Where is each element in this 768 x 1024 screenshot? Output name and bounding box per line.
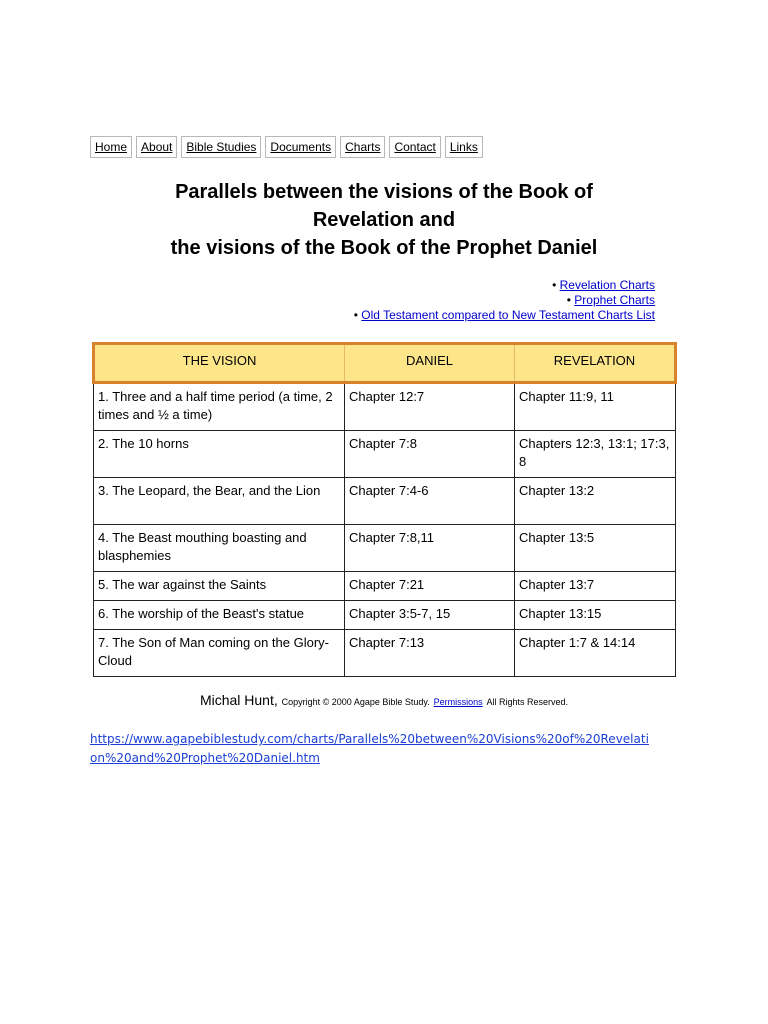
table-row bbox=[94, 478, 676, 525]
nav-link-charts[interactable]: Charts bbox=[345, 140, 381, 154]
nav-link-about[interactable]: About bbox=[141, 140, 173, 154]
vision-cell: 5. The war against the Saints bbox=[94, 572, 345, 601]
bullet: • bbox=[552, 278, 557, 292]
permissions-link[interactable]: Permissions bbox=[433, 697, 483, 707]
vision-cell: 3. The Leopard, the Bear, and the Lion bbox=[94, 478, 345, 525]
vision-cell: 1. Three and a half time period (a time, 2 times and ½ a time) bbox=[94, 383, 345, 431]
table-row bbox=[94, 525, 676, 572]
ot-nt-charts-link[interactable]: Old Testament compared to New Testament Charts List bbox=[361, 308, 655, 322]
daniel-cell: Chapter 7:13 bbox=[345, 630, 515, 677]
bullet: • bbox=[566, 293, 571, 307]
table-row bbox=[94, 383, 676, 431]
bullet: • bbox=[353, 308, 358, 322]
revelation-cell: Chapter 13:2 bbox=[515, 478, 676, 525]
daniel-cell: Chapter 12:7 bbox=[345, 383, 515, 431]
nav-item-documents[interactable] bbox=[265, 136, 336, 158]
table-row bbox=[94, 431, 676, 478]
daniel-cell: Chapter 7:8 bbox=[345, 431, 515, 478]
nav-item-home[interactable] bbox=[90, 136, 132, 158]
revelation-cell: Chapters 12:3, 13:1; 17:3, 8 bbox=[515, 431, 676, 478]
header-the-vision: THE VISION bbox=[94, 344, 345, 383]
vision-cell: 4. The Beast mouthing boasting and blasphemies bbox=[94, 525, 345, 572]
table-row bbox=[94, 572, 676, 601]
nav-link-documents[interactable]: Documents bbox=[270, 140, 332, 154]
nav-item-bible-studies[interactable] bbox=[181, 136, 261, 158]
revelation-charts-link[interactable]: Revelation Charts bbox=[559, 278, 655, 292]
revelation-cell: Chapter 13:7 bbox=[515, 572, 676, 601]
nav-link-contact[interactable]: Contact bbox=[394, 140, 436, 154]
author-name: Michal Hunt, bbox=[199, 692, 278, 708]
page-title-line-2: Revelation and bbox=[312, 209, 456, 231]
nav-link-links[interactable]: Links bbox=[449, 140, 478, 154]
revelation-cell: Chapter 1:7 & 14:14 bbox=[515, 630, 676, 677]
table-row bbox=[94, 601, 676, 630]
page-title-line-3: the visions of the Book of the Prophet Daniel bbox=[170, 237, 598, 259]
vision-cell: 7. The Son of Man coming on the Glory-Cloud bbox=[94, 630, 345, 677]
nav-item-contact[interactable] bbox=[389, 136, 440, 158]
nav-link-bible-studies[interactable]: Bible Studies bbox=[186, 140, 257, 154]
page-title-line-1: Parallels between the visions of the Book of bbox=[175, 181, 593, 203]
chart-links bbox=[354, 278, 655, 323]
page-title bbox=[90, 178, 678, 262]
table-row bbox=[94, 630, 676, 677]
visions-table-wrapper bbox=[92, 342, 677, 677]
revelation-cell: Chapter 13:5 bbox=[515, 525, 676, 572]
nav-item-about[interactable] bbox=[136, 136, 177, 158]
copyright-text: Copyright © 2000 Agape Bible Study. bbox=[281, 697, 430, 707]
source-url-link[interactable]: https://www.agapebiblestudy.com/charts/Parallels%20between%20Visions%20of%20Revelation%20and%20Prophet%20Daniel.htm bbox=[90, 732, 649, 765]
vision-cell: 6. The worship of the Beast's statue bbox=[94, 601, 345, 630]
header-daniel: DANIEL bbox=[345, 344, 515, 383]
revelation-cell: Chapter 11:9, 11 bbox=[515, 383, 676, 431]
nav-link-home[interactable]: Home bbox=[95, 140, 128, 154]
nav-item-charts[interactable] bbox=[340, 136, 385, 158]
copyright-line bbox=[0, 692, 768, 708]
daniel-cell: Chapter 3:5-7, 15 bbox=[345, 601, 515, 630]
daniel-cell: Chapter 7:8,11 bbox=[345, 525, 515, 572]
nav-bar bbox=[90, 136, 483, 158]
daniel-cell: Chapter 7:21 bbox=[345, 572, 515, 601]
header-revelation: REVELATION bbox=[515, 344, 676, 383]
rights-text: All Rights Reserved. bbox=[486, 697, 569, 707]
table-header-row bbox=[94, 344, 676, 383]
vision-cell: 2. The 10 horns bbox=[94, 431, 345, 478]
visions-table bbox=[92, 342, 677, 677]
daniel-cell: Chapter 7:4-6 bbox=[345, 478, 515, 525]
revelation-cell: Chapter 13:15 bbox=[515, 601, 676, 630]
nav-item-links[interactable] bbox=[445, 136, 483, 158]
prophet-charts-link[interactable]: Prophet Charts bbox=[574, 293, 655, 307]
